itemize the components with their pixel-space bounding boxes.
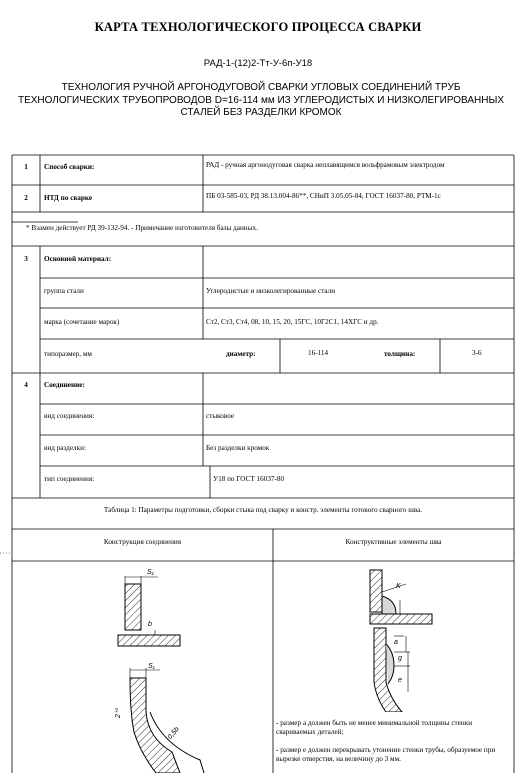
base-material-label: Основной материал: <box>44 255 112 263</box>
page-title: КАРТА ТЕХНОЛОГИЧЕСКОГО ПРОЦЕССА СВАРКИ <box>94 20 422 34</box>
ntd-label: НТД по сварке <box>44 194 93 202</box>
row-number: 4 <box>24 381 28 389</box>
steel-group-value: Углеродистые и низколегированные стали <box>206 287 336 295</box>
joint-label: Соединение: <box>44 381 85 389</box>
row-number: 3 <box>24 255 28 263</box>
row-number: 2 <box>24 194 28 202</box>
diameter-value: 16-114 <box>308 349 329 357</box>
prep-type-label: вид разделки: <box>44 444 86 452</box>
thickness-value: 3-6 <box>472 349 482 357</box>
subtitle-line: ТЕХНОЛОГИЯ РУЧНОЙ АРГОНОДУГОВОЙ СВАРКИ УГЛОВЫХ СОЕДИНЕНИЙ ТРУБ <box>61 82 461 93</box>
connection-type-label: тип соединения: <box>44 475 95 483</box>
column-header-elements: Конструктивные элементы шва <box>345 538 442 546</box>
joint-type-label: вид соединения: <box>44 412 95 420</box>
label-k: K <box>396 583 401 590</box>
label-dim-2: 2⁺¹ <box>115 708 122 718</box>
ntd-value: ПБ 03-585-03, РД 38.13.004-86**, СНиП 3.05.05-84, ГОСТ 16037-80, РТМ-1с <box>206 192 441 200</box>
label-s1: S₁ <box>147 569 154 576</box>
label-a: a <box>394 639 398 646</box>
joint-construction-drawing <box>100 562 220 773</box>
subtitle-line: СТАЛЕЙ БЕЗ РАЗДЕЛКИ КРОМОК <box>180 107 342 118</box>
label-s1-bottom: S₁ <box>148 663 155 670</box>
welding-method-label: Способ сварки: <box>44 163 95 171</box>
label-b: b <box>148 621 152 628</box>
weld-elements-drawing <box>340 562 450 712</box>
row-number: 1 <box>24 163 28 171</box>
column-header-construction: Конструкция соединения <box>103 538 182 546</box>
connection-type-value: У18 по ГОСТ 16037-80 <box>213 475 285 483</box>
size-label: типоразмер, мм <box>44 350 92 358</box>
diameter-label: диаметр: <box>226 350 256 358</box>
note-dimension-a: - размер a должен быть не менее минимальной толщины стенки свариваемых деталей; <box>276 719 473 736</box>
thickness-label: толщина: <box>384 350 416 358</box>
subtitle-line: ТЕХНОЛОГИЧЕСКИХ ТРУБОПРОВОДОВ D=16-114 мм ИЗ УГЛЕРОДИСТЫХ И НИЗКОЛЕГИРОВАННЫХ <box>17 94 505 106</box>
steel-grade-label: марка (сочетание марок) <box>44 318 120 326</box>
label-dim-05b: 0,5b <box>166 725 181 741</box>
joint-type-value: стыковое <box>206 412 235 420</box>
prep-type-value: Без разделки кромок <box>206 444 270 452</box>
table-caption: Таблица 1: Параметры подготовки, сборки стыка под сварку и констр. элементы готового сварного шва. <box>103 506 423 514</box>
note-dimension-e: - размер e должен перекрывать утонение стенки трубы, образуемое при вырезке отверстия, на величину до 3 мм. <box>276 746 496 763</box>
label-e: e <box>398 677 402 684</box>
label-g: g <box>398 655 402 662</box>
welding-method-value: РАД - ручная аргонодуговая сварка неплавящимся вольфрамовым электродом <box>206 161 445 169</box>
steel-grade-value: Ст2, Ст3, Ст4, 08, 10, 15, 20, 15ГС, 10Г2С1, 14ХГС и др. <box>206 318 379 326</box>
steel-group-label: группа стали <box>44 287 84 295</box>
document-code: РАД-1-(12)2-Тт-У-6п-У18 <box>203 58 313 69</box>
footnote: * Взамен действует РД 39-132-94. - Примечание изготовителя базы данных. <box>26 224 258 232</box>
